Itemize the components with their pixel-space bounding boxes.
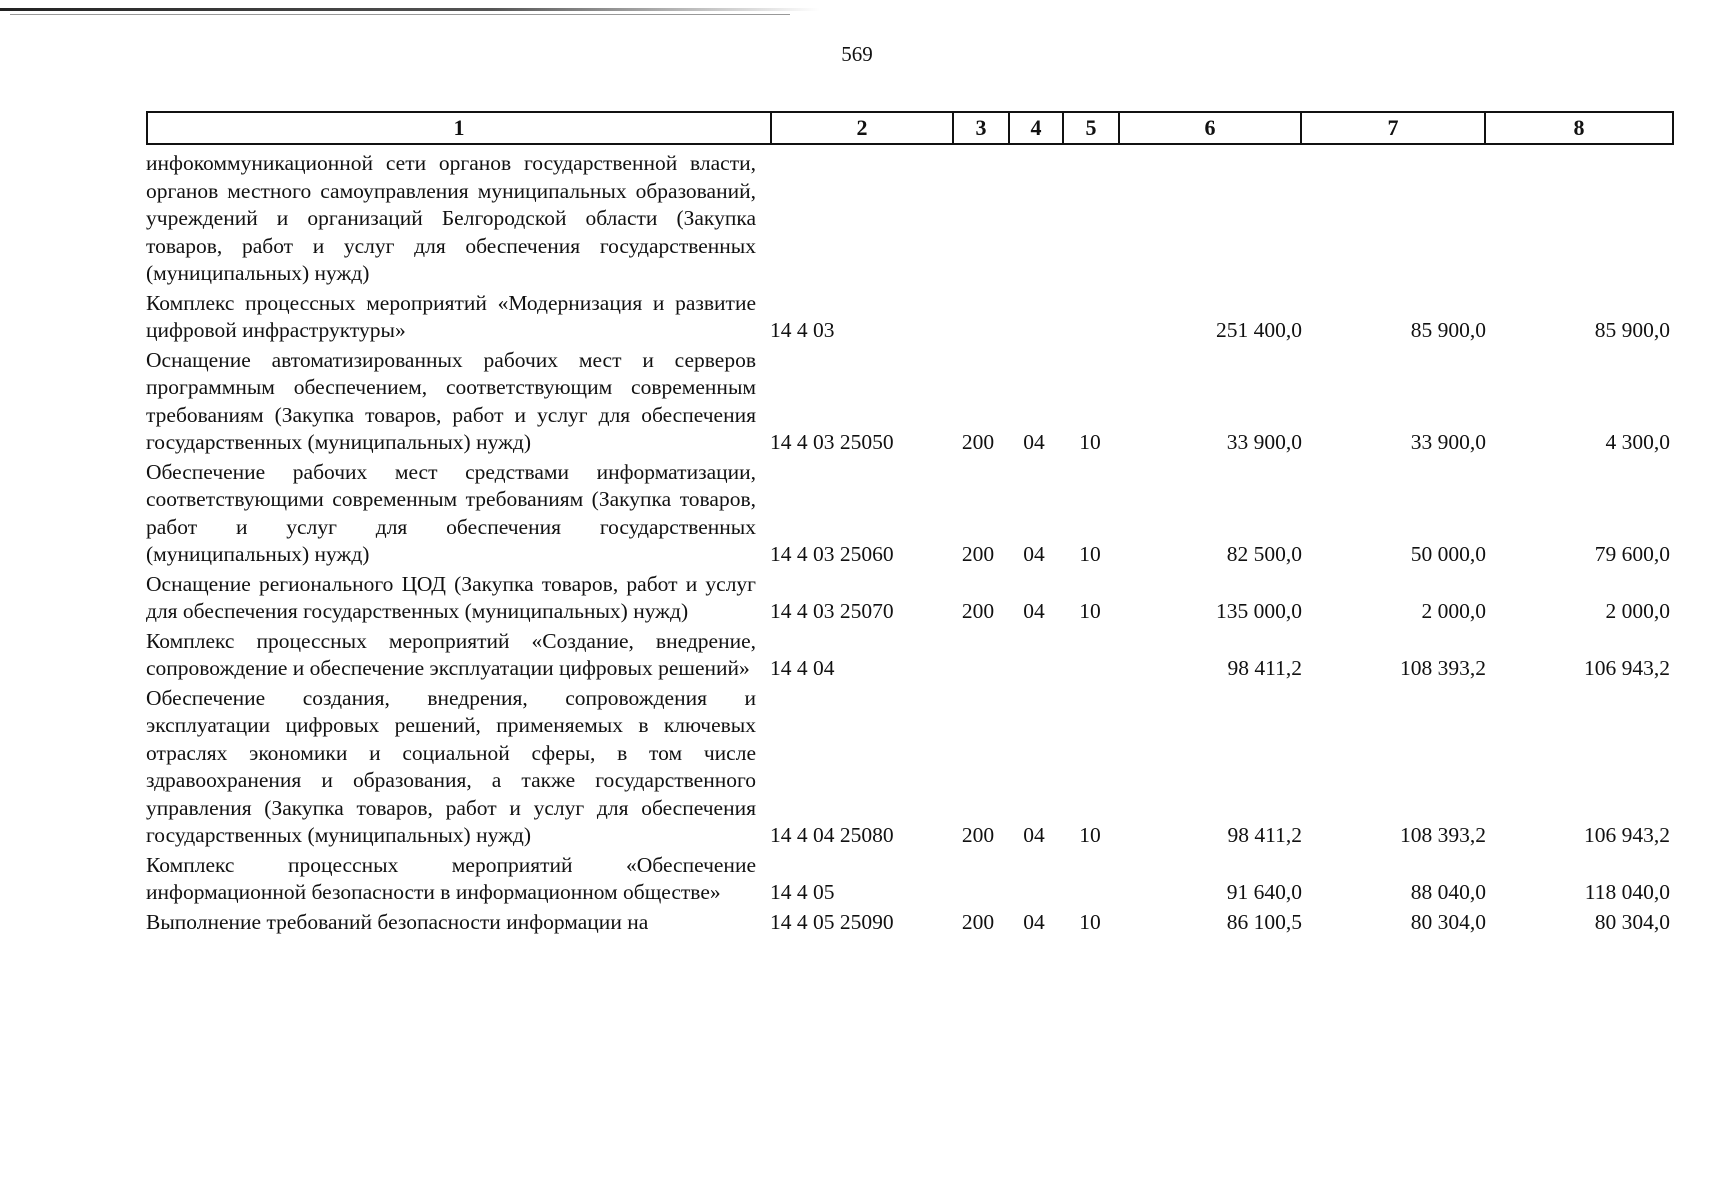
row-amount-8: 106 943,2 (1584, 656, 1670, 680)
row-col-3: 200 (961, 542, 995, 566)
row-code: 14 4 03 25070 (770, 599, 894, 623)
table-row (146, 347, 1676, 459)
row-amount-8 (1486, 288, 1670, 290)
row-col-3 (948, 683, 1008, 685)
row-amount-7: 88 040,0 (1410, 880, 1486, 904)
row-code: 14 4 04 25080 (770, 823, 894, 847)
row-code: 14 4 03 (770, 318, 835, 342)
row-description: Оснащение регионального ЦОД (Закупка товаров, работ и услуг для обеспечения государственных (муниципальных) нужд) (146, 571, 756, 623)
row-col-3: 200 (961, 599, 995, 623)
row-description: Выполнение требований безопасности информации на (146, 909, 649, 934)
row-col-4: 04 (1023, 430, 1045, 454)
row-code: 14 4 03 25050 (770, 430, 894, 454)
row-amount-8: 118 040,0 (1584, 880, 1670, 904)
row-amount-6: 33 900,0 (1226, 430, 1302, 454)
row-col-4: 04 (1023, 542, 1045, 566)
row-col-5 (1060, 683, 1120, 685)
row-amount-8: 2 000,0 (1605, 599, 1670, 623)
header-col-8: 8 (1485, 112, 1673, 144)
row-description: Комплекс процессных мероприятий «Обеспечение информационной безопасности в информационном обществе» (146, 852, 756, 904)
row-code: 14 4 05 (770, 880, 835, 904)
row-code (756, 288, 948, 290)
scan-border-line (0, 8, 820, 11)
page-number: 569 (841, 42, 873, 66)
table-row (146, 571, 1676, 628)
row-col-4 (1008, 683, 1060, 685)
row-col-5: 10 (1079, 430, 1101, 454)
header-col-3: 3 (953, 112, 1009, 144)
header-col-5: 5 (1063, 112, 1119, 144)
row-amount-8: 79 600,0 (1594, 542, 1670, 566)
table-row (146, 909, 1676, 939)
row-col-5: 10 (1079, 823, 1101, 847)
row-description: Комплекс процессных мероприятий «Модернизация и развитие цифровой инфраструктуры» (146, 290, 756, 342)
row-amount-7: 33 900,0 (1410, 430, 1486, 454)
row-amount-7: 50 000,0 (1410, 542, 1486, 566)
row-col-3 (948, 345, 1008, 347)
row-amount-6: 82 500,0 (1226, 542, 1302, 566)
row-amount-7: 108 393,2 (1400, 823, 1486, 847)
row-col-5 (1060, 345, 1120, 347)
table-row (146, 459, 1676, 571)
row-amount-8: 85 900,0 (1594, 318, 1670, 342)
table-row (146, 150, 1676, 290)
table-header (146, 111, 1674, 145)
row-amount-6: 251 400,0 (1216, 318, 1302, 342)
row-amount-7: 2 000,0 (1421, 599, 1486, 623)
row-col-3: 200 (961, 823, 995, 847)
table-row (146, 685, 1676, 852)
row-amount-6: 98 411,2 (1227, 656, 1302, 680)
header-col-7: 7 (1301, 112, 1485, 144)
row-code: 14 4 05 25090 (770, 909, 894, 934)
table-body (146, 150, 1676, 938)
row-description: Оснащение автоматизированных рабочих мест и серверов программным обеспечением, соответствующим современным требованиям (Закупка товаров, работ и услуг для обеспечения государственных (муниципальных) нужд) (146, 347, 756, 454)
row-col-5: 10 (1079, 599, 1101, 623)
row-col-3: 200 (961, 430, 995, 454)
table-row (146, 628, 1676, 685)
scan-border-line (10, 14, 790, 15)
table-row (146, 852, 1676, 909)
row-amount-7: 85 900,0 (1410, 318, 1486, 342)
row-col-4: 04 (1023, 823, 1045, 847)
row-amount-7: 80 304,0 (1410, 909, 1486, 934)
row-amount-7 (1302, 288, 1486, 290)
table-row (146, 290, 1676, 347)
row-code: 14 4 04 (770, 656, 835, 680)
row-description: Обеспечение создания, внедрения, сопровождения и эксплуатации цифровых решений, применяемых в ключевых отраслях экономики и социальной сферы, в том числе здравоохранения и образования, а также государственного управления (Закупка товаров, работ и услуг для обеспечения государственных (муниципальных) нужд) (146, 685, 756, 847)
header-col-2: 2 (771, 112, 953, 144)
header-col-6: 6 (1119, 112, 1301, 144)
header-col-1: 1 (147, 112, 771, 144)
row-col-4 (1008, 288, 1060, 290)
row-col-5 (1060, 288, 1120, 290)
row-col-4: 04 (1023, 909, 1045, 934)
row-amount-8: 106 943,2 (1584, 823, 1670, 847)
row-description: Комплекс процессных мероприятий «Создание, внедрение, сопровождение и обеспечение эксплуатации цифровых решений» (146, 628, 756, 680)
row-amount-6: 91 640,0 (1226, 880, 1302, 904)
row-description: инфокоммуникационной сети органов государственной власти, органов местного самоуправления муниципальных образований, учреждений и организаций Белгородской области (Закупка товаров, работ и услуг для обеспечения государственных (муниципальных) нужд) (146, 151, 756, 285)
row-code: 14 4 03 25060 (770, 542, 894, 566)
row-amount-8: 80 304,0 (1594, 909, 1670, 934)
row-description: Обеспечение рабочих мест средствами информатизации, соответствующими современным требованиям (Закупка товаров, работ и услуг для обеспечения государственных (муниципальных) нужд) (146, 459, 756, 566)
row-amount-6: 135 000,0 (1216, 599, 1302, 623)
row-col-3 (948, 288, 1008, 290)
row-col-4 (1008, 345, 1060, 347)
row-amount-7: 108 393,2 (1400, 656, 1486, 680)
row-amount-6 (1120, 288, 1302, 290)
row-col-4: 04 (1023, 599, 1045, 623)
row-col-3: 200 (961, 909, 995, 934)
header-col-4: 4 (1009, 112, 1063, 144)
row-amount-8: 4 300,0 (1605, 430, 1670, 454)
row-amount-6: 98 411,2 (1227, 823, 1302, 847)
row-amount-6: 86 100,5 (1226, 909, 1302, 934)
row-col-5: 10 (1079, 909, 1101, 934)
row-col-5: 10 (1079, 542, 1101, 566)
